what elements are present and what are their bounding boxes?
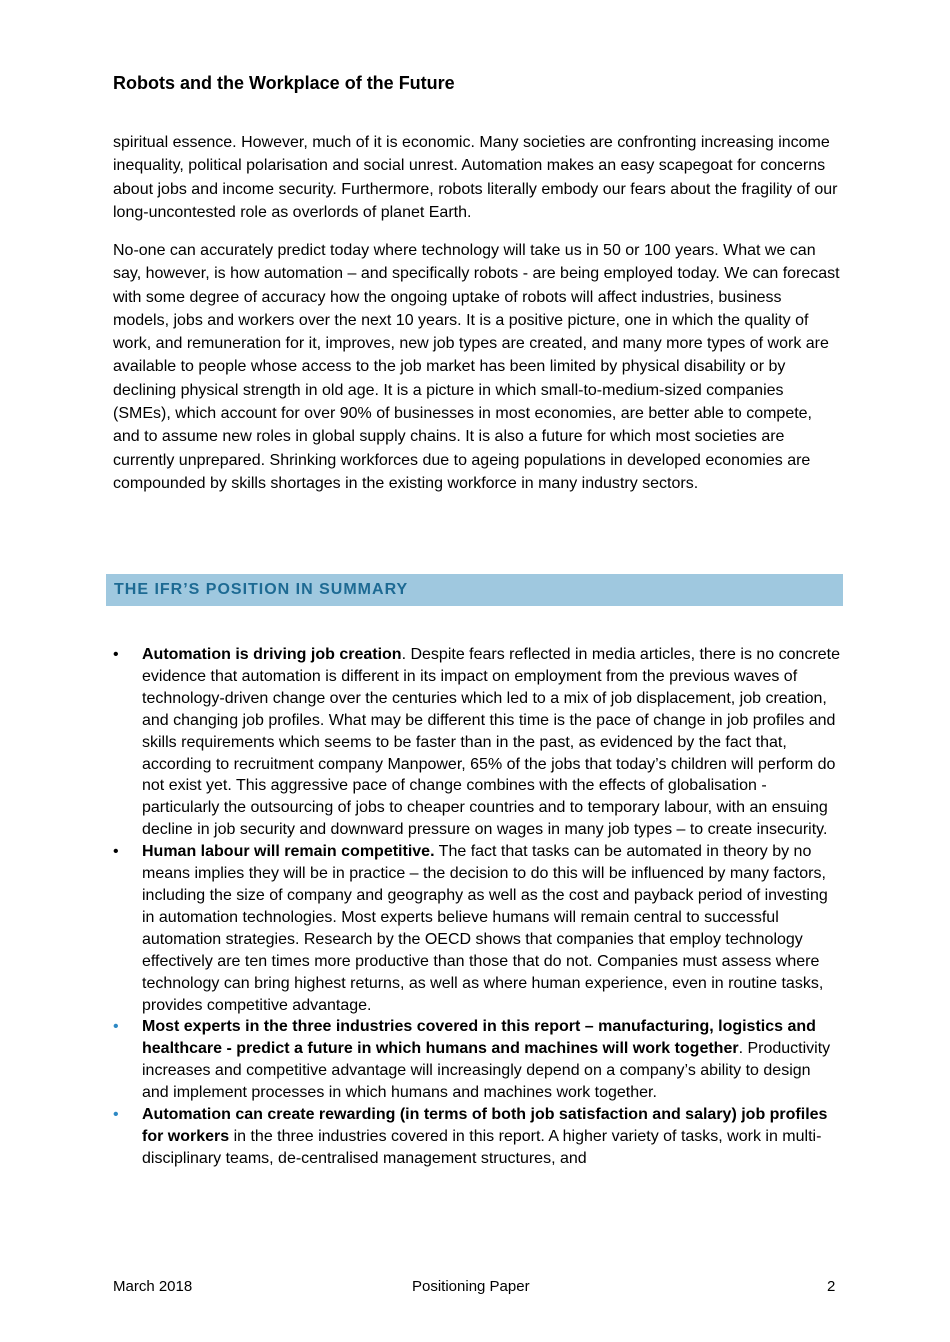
footer-document-type: Positioning Paper [412,1278,530,1295]
bullet-marker-icon: • [113,1018,119,1036]
summary-bullet-list [113,644,841,1170]
bullet-text: . Productivity increases and competitive advantage will increasingly depend on a company’s ability to design and implement processes in which humans and machines work together. [142,1040,831,1102]
page-header-title: Robots and the Workplace of the Future [113,73,455,93]
bullet-item [113,644,841,841]
bullet-bold-lead: Automation is driving job creation [142,646,402,663]
body-paragraph: No-one can accurately predict today where technology will take us in 50 or 100 years. What we can say, however, is how automation – and specifically robots - are being employed today. We can forecast with some degree of accuracy how the ongoing uptake of robots will affect industries, business models, jobs and workers over the next 10 years. It is a positive picture, one in which the quality of work, and remuneration for it, improves, new job types are created, and many more types of work are available to people whose access to the job market has been limited by physical disability or by declining physical strength in old age. It is a picture in which small-to-medium-sized companies (SMEs), which account for over 90% of businesses in most economies, are better able to compete, and to assume new roles in global supply chains. It is also a future for which most societies are currently unprepared. Shrinking workforces due to ageing populations in developed economies are compounded by skills shortages in the existing workforce in many industry sectors. [113,242,840,492]
bullet-marker-icon: • [113,646,119,663]
bullet-text: The fact that tasks can be automated in theory by no means implies they will be in practice – the decision to do this will be influenced by many factors, including the size of company and geography as well as the cost and payback period of investing in automation technologies. Most experts believe humans will remain central to successful automation strategies. Research by the OECD shows that companies that employ technology effectively are ten times more productive than those that do not. Companies must assess where technology can bring highest returns, as well as where human experience, even in routine tasks, provides competitive advantage. [142,843,828,1014]
bullet-marker-icon: • [113,843,119,861]
bullet-text: . Despite fears reflected in media articles, there is no concrete evidence that automation is different in its impact on employment from the previous waves of technology-driven change over the centuries which led to a mix of job displacement, job creation, and changing job profiles. What may be different this time is the pace of change in job profiles and skills requirements which seems to be faster than in the past, as evidenced by the fact that, according to recruitment company Manpower, 65% of the jobs that today’s children will perform do not exist yet. This aggressive pace of change combines with the effects of globalisation - particularly the outsourcing of jobs to cheaper countries and to temporary labour, with an ensuing decline in job security and downward pressure on wages in many job types – to create insecurity. [142,646,841,839]
body-paragraph: spiritual essence. However, much of it is economic. Many societies are confronting increasing income inequality, political polarisation and social unrest. Automation makes an easy scapegoat for concerns about jobs and income security. Furthermore, robots literally embody our fears about the fragility of our long-uncontested role as overlords of planet Earth. [113,134,838,221]
bullet-text: in the three industries covered in this report. A higher variety of tasks, work in multi-disciplinary teams, de-centralised management structures, and [142,1127,822,1167]
section-heading-bar [106,574,843,606]
section-heading: THE IFR’S POSITION IN SUMMARY [114,581,409,598]
bullet-bold-lead: Automation can create rewarding (in terms of both job satisfaction and salary) job profiles for workers [142,1106,828,1145]
bullet-item [113,1016,841,1104]
bullet-bold-lead: Most experts in the three industries covered in this report – manufacturing, logistics and healthcare - predict a future in which humans and machines will work together [142,1018,816,1058]
bullet-bold-lead: Human labour will remain competitive. [142,843,435,861]
bullet-item [113,1104,841,1170]
bullet-item [113,841,841,1016]
footer-date: March 2018 [113,1278,193,1295]
bullet-marker-icon: • [113,1106,119,1124]
footer-page-number: 2 [827,1278,836,1295]
